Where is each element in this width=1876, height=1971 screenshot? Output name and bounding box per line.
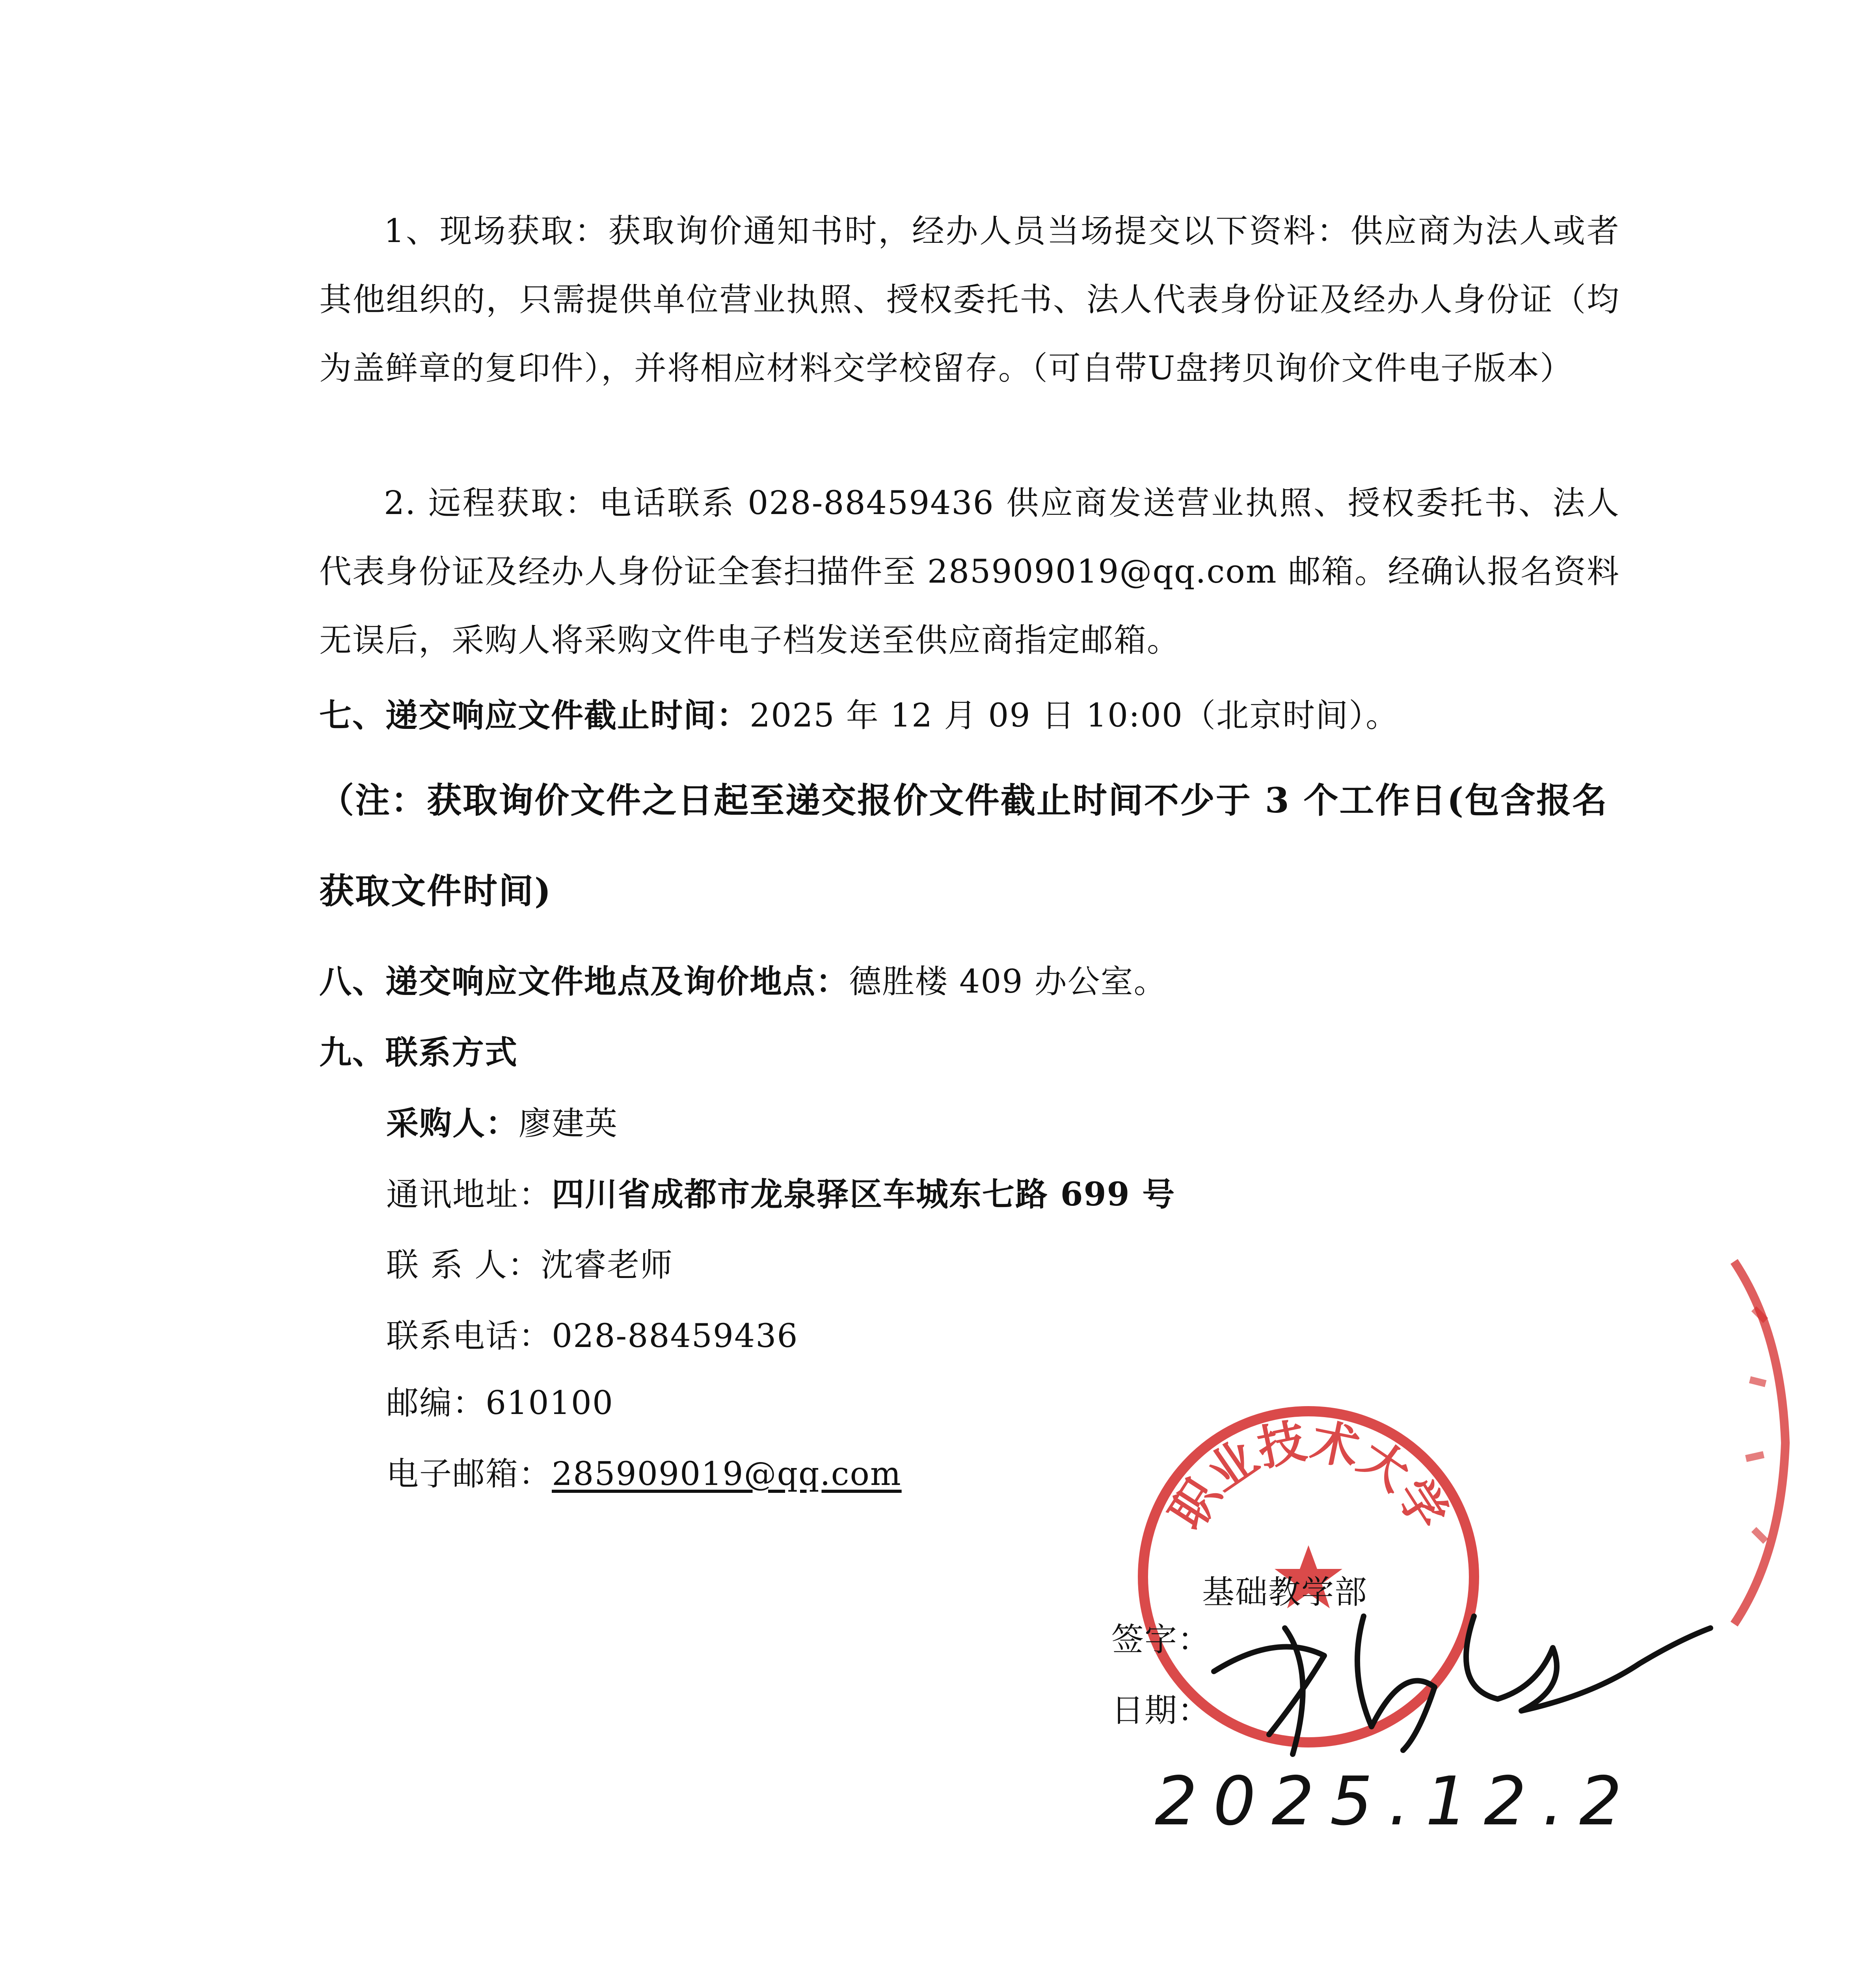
contact-person (386, 1246, 673, 1285)
address-value: 四川省成都市龙泉驿区车城东七路 699 号 (552, 1176, 1176, 1213)
contact-email (386, 1455, 902, 1494)
partial-seal-edge (1718, 1254, 1813, 1632)
section-8-location (319, 962, 1167, 1002)
phone-label: 联系电话： (386, 1317, 552, 1355)
sign-label: 签字： (1111, 1621, 1211, 1658)
person-value: 沈睿老师 (541, 1246, 674, 1284)
zip-label: 邮编： (386, 1384, 486, 1422)
handwritten-date-text: 2025.12.2 (1155, 1762, 1638, 1841)
contact-buyer (386, 1104, 618, 1144)
contact-phone (386, 1317, 798, 1356)
paragraph-onsite-acquisition: 1、现场获取：获取询价通知书时，经办人员当场提交以下资料：供应商为法人或者其他组织的，只需提供单位营业执照、授权委托书、法人代表身份证及经办人身份证（均为盖鲜章的复印件），并将相应材料交学校留存。（可自带U盘拷贝询价文件电子版本） (319, 212, 1620, 387)
date-label: 日期： (1111, 1692, 1211, 1729)
section-7-label: 七、递交响应文件截止时间： (319, 697, 750, 734)
contact-zip (386, 1384, 614, 1423)
buyer-value: 廖建英 (519, 1105, 618, 1142)
deadline-note: （注：获取询价文件之日起至递交报价文件截止时间不少于 3 个工作日(包含报名获取文件时间) (319, 780, 1608, 911)
paragraph-remote-acquisition: 2. 远程获取：电话联系 028-88459436 供应商发送营业执照、授权委托书、法人代表身份证及经办人身份证全套扫描件至 285909019@qq.com 邮箱。经确认报名资料无误后，采购人将采购文件电子档发送至供应商指定邮箱。 (319, 484, 1620, 659)
email-label: 电子邮箱： (386, 1455, 552, 1493)
svg-text:职业技术大学 (1159, 1413, 1458, 1539)
phone-value: 028-88459436 (552, 1317, 798, 1355)
person-label: 联 系 人： (386, 1246, 541, 1284)
handwritten-signature (1198, 1569, 1718, 1766)
seal-text: 职业技术大学 (1159, 1413, 1458, 1539)
buyer-label: 采购人： (386, 1105, 519, 1142)
section-7-value: 2025 年 12 月 09 日 10:00（北京时间）。 (750, 697, 1399, 734)
section-9-heading: 九、联系方式 (319, 1034, 518, 1071)
department-label: 基础教学部 (1202, 1574, 1368, 1611)
contact-address (386, 1175, 1175, 1215)
section-7-deadline (319, 696, 1399, 736)
handwritten-date (1155, 1746, 1638, 1857)
section-8-label: 八、递交响应文件地点及询价地点： (319, 963, 849, 1000)
address-label: 通讯地址： (386, 1176, 552, 1213)
email-link[interactable]: 285909019@qq.com (552, 1455, 902, 1493)
zip-value: 610100 (486, 1384, 614, 1422)
section-8-value: 德胜楼 409 办公室。 (849, 963, 1167, 1000)
